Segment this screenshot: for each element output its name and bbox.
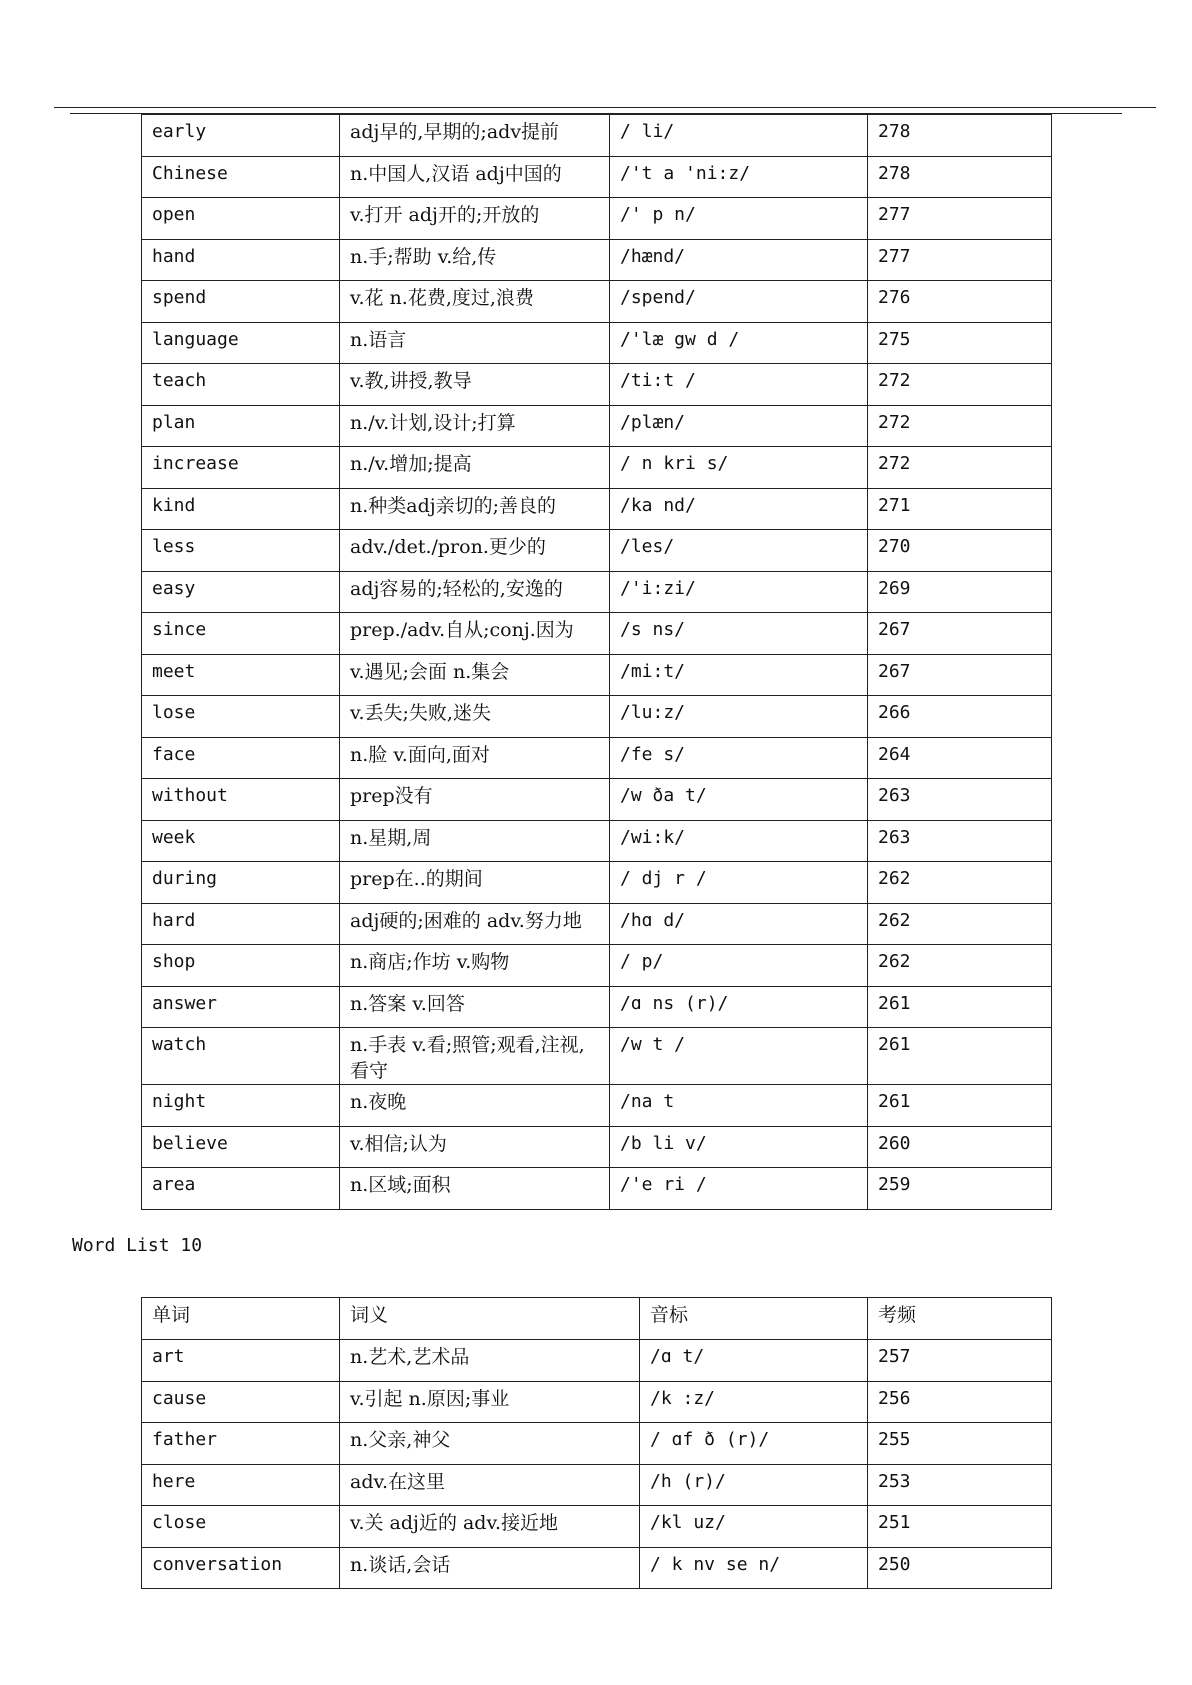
meaning-cell: n.手表 v.看;照管;观看,注视,看守 xyxy=(340,1028,610,1085)
table-row xyxy=(142,1506,1052,1548)
table-row xyxy=(142,281,1052,323)
header-frequency: 考频 xyxy=(868,1298,1052,1340)
table-row xyxy=(142,115,1052,157)
word-cell: shop xyxy=(142,945,340,987)
phonetic-cell: /w t / xyxy=(610,1028,868,1085)
table-row xyxy=(142,945,1052,987)
meaning-cell: n.夜晚 xyxy=(340,1085,610,1127)
meaning-cell: prep./adv.自从;conj.因为 xyxy=(340,613,610,655)
phonetic-cell: /b li v/ xyxy=(610,1126,868,1168)
phonetic-cell: / ɑf ð (r)/ xyxy=(640,1423,868,1465)
frequency-cell: 272 xyxy=(868,405,1052,447)
phonetic-cell: /hɑ d/ xyxy=(610,903,868,945)
frequency-cell: 277 xyxy=(868,239,1052,281)
phonetic-cell: /h (r)/ xyxy=(640,1464,868,1506)
word-cell: spend xyxy=(142,281,340,323)
table-row xyxy=(142,1085,1052,1127)
meaning-cell: n.商店;作坊 v.购物 xyxy=(340,945,610,987)
word-cell: kind xyxy=(142,488,340,530)
phonetic-cell: /lu:z/ xyxy=(610,696,868,738)
word-cell: since xyxy=(142,613,340,655)
frequency-cell: 276 xyxy=(868,281,1052,323)
word-cell: answer xyxy=(142,986,340,1028)
word-cell: early xyxy=(142,115,340,157)
phonetic-cell: /wi:k/ xyxy=(610,820,868,862)
frequency-cell: 251 xyxy=(868,1506,1052,1548)
frequency-cell: 264 xyxy=(868,737,1052,779)
table-row xyxy=(142,530,1052,572)
word-cell: increase xyxy=(142,447,340,489)
frequency-cell: 250 xyxy=(868,1547,1052,1589)
frequency-cell: 275 xyxy=(868,322,1052,364)
frequency-cell: 278 xyxy=(868,156,1052,198)
meaning-cell: v.打开 adj开的;开放的 xyxy=(340,198,610,240)
header-meaning: 词义 xyxy=(340,1298,640,1340)
word-cell: art xyxy=(142,1340,340,1382)
phonetic-cell: /kl uz/ xyxy=(640,1506,868,1548)
phonetic-cell: /'e ri / xyxy=(610,1168,868,1210)
table-header-row xyxy=(142,1298,1052,1340)
frequency-cell: 266 xyxy=(868,696,1052,738)
frequency-cell: 263 xyxy=(868,779,1052,821)
table-row xyxy=(142,1547,1052,1589)
meaning-cell: n.艺术,艺术品 xyxy=(340,1340,640,1382)
frequency-cell: 260 xyxy=(868,1126,1052,1168)
meaning-cell: n.谈话,会话 xyxy=(340,1547,640,1589)
word-cell: open xyxy=(142,198,340,240)
word-cell: here xyxy=(142,1464,340,1506)
frequency-cell: 269 xyxy=(868,571,1052,613)
meaning-cell: v.丢失;失败,迷失 xyxy=(340,696,610,738)
frequency-cell: 255 xyxy=(868,1423,1052,1465)
phonetic-cell: /ka nd/ xyxy=(610,488,868,530)
meaning-cell: v.遇见;会面 n.集会 xyxy=(340,654,610,696)
phonetic-cell: /fe s/ xyxy=(610,737,868,779)
table-row xyxy=(142,1126,1052,1168)
word-cell: believe xyxy=(142,1126,340,1168)
meaning-cell: v.教,讲授,教导 xyxy=(340,364,610,406)
meaning-cell: n.语言 xyxy=(340,322,610,364)
word-cell: week xyxy=(142,820,340,862)
header-word: 单词 xyxy=(142,1298,340,1340)
table-row xyxy=(142,405,1052,447)
frequency-cell: 261 xyxy=(868,1085,1052,1127)
table-row xyxy=(142,447,1052,489)
word-cell: lose xyxy=(142,696,340,738)
table-row xyxy=(142,156,1052,198)
meaning-cell: adj早的,早期的;adv提前 xyxy=(340,115,610,157)
table-row xyxy=(142,571,1052,613)
word-cell: father xyxy=(142,1423,340,1465)
frequency-cell: 262 xyxy=(868,862,1052,904)
word-cell: area xyxy=(142,1168,340,1210)
meaning-cell: v.引起 n.原因;事业 xyxy=(340,1381,640,1423)
meaning-cell: n.答案 v.回答 xyxy=(340,986,610,1028)
frequency-cell: 262 xyxy=(868,903,1052,945)
meaning-cell: n./v.增加;提高 xyxy=(340,447,610,489)
frequency-cell: 256 xyxy=(868,1381,1052,1423)
word-cell: night xyxy=(142,1085,340,1127)
phonetic-cell: /les/ xyxy=(610,530,868,572)
word-cell: close xyxy=(142,1506,340,1548)
table-row xyxy=(142,862,1052,904)
table-row xyxy=(142,986,1052,1028)
table-row xyxy=(142,1464,1052,1506)
meaning-cell: n.中国人,汉语 adj中国的 xyxy=(340,156,610,198)
phonetic-cell: / dj r / xyxy=(610,862,868,904)
word-cell: meet xyxy=(142,654,340,696)
word-cell: during xyxy=(142,862,340,904)
word-cell: face xyxy=(142,737,340,779)
phonetic-cell: /'t a 'ni:z/ xyxy=(610,156,868,198)
frequency-cell: 272 xyxy=(868,447,1052,489)
word-cell: conversation xyxy=(142,1547,340,1589)
frequency-cell: 272 xyxy=(868,364,1052,406)
table-row xyxy=(142,1423,1052,1465)
phonetic-cell: / n kri s/ xyxy=(610,447,868,489)
table-row xyxy=(142,1340,1052,1382)
table-row xyxy=(142,1028,1052,1085)
table-row xyxy=(142,1381,1052,1423)
word-cell: teach xyxy=(142,364,340,406)
word-list-heading: Word List 10 xyxy=(72,1235,203,1256)
meaning-cell: n./v.计划,设计;打算 xyxy=(340,405,610,447)
meaning-cell: n.星期,周 xyxy=(340,820,610,862)
phonetic-cell: /' p n/ xyxy=(610,198,868,240)
word-cell: Chinese xyxy=(142,156,340,198)
phonetic-cell: /'i:zi/ xyxy=(610,571,868,613)
table-row xyxy=(142,613,1052,655)
phonetic-cell: /ɑ ns (r)/ xyxy=(610,986,868,1028)
meaning-cell: adv.在这里 xyxy=(340,1464,640,1506)
frequency-cell: 257 xyxy=(868,1340,1052,1382)
frequency-cell: 263 xyxy=(868,820,1052,862)
frequency-cell: 270 xyxy=(868,530,1052,572)
phonetic-cell: /spend/ xyxy=(610,281,868,323)
meaning-cell: adv./det./pron.更少的 xyxy=(340,530,610,572)
vocab-table-1 xyxy=(141,114,1052,1210)
table-row xyxy=(142,903,1052,945)
phonetic-cell: /w ða t/ xyxy=(610,779,868,821)
word-cell: language xyxy=(142,322,340,364)
word-cell: less xyxy=(142,530,340,572)
meaning-cell: n.父亲,神父 xyxy=(340,1423,640,1465)
phonetic-cell: / k nv se n/ xyxy=(640,1547,868,1589)
frequency-cell: 278 xyxy=(868,115,1052,157)
word-cell: easy xyxy=(142,571,340,613)
phonetic-cell: /plæn/ xyxy=(610,405,868,447)
frequency-cell: 262 xyxy=(868,945,1052,987)
frequency-cell: 261 xyxy=(868,1028,1052,1085)
phonetic-cell: / li/ xyxy=(610,115,868,157)
word-cell: hand xyxy=(142,239,340,281)
table-row xyxy=(142,696,1052,738)
table-row xyxy=(142,820,1052,862)
frequency-cell: 261 xyxy=(868,986,1052,1028)
word-cell: cause xyxy=(142,1381,340,1423)
vocab-table-2 xyxy=(141,1297,1052,1589)
meaning-cell: n.种类adj亲切的;善良的 xyxy=(340,488,610,530)
phonetic-cell: /s ns/ xyxy=(610,613,868,655)
frequency-cell: 277 xyxy=(868,198,1052,240)
frequency-cell: 271 xyxy=(868,488,1052,530)
header-phonetic: 音标 xyxy=(640,1298,868,1340)
frequency-cell: 259 xyxy=(868,1168,1052,1210)
meaning-cell: prep在..的期间 xyxy=(340,862,610,904)
table-row xyxy=(142,779,1052,821)
word-cell: watch xyxy=(142,1028,340,1085)
word-cell: plan xyxy=(142,405,340,447)
phonetic-cell: /k :z/ xyxy=(640,1381,868,1423)
meaning-cell: v.花 n.花费,度过,浪费 xyxy=(340,281,610,323)
phonetic-cell: /ti:t / xyxy=(610,364,868,406)
word-cell: hard xyxy=(142,903,340,945)
table-row xyxy=(142,737,1052,779)
meaning-cell: n.手;帮助 v.给,传 xyxy=(340,239,610,281)
frequency-cell: 267 xyxy=(868,654,1052,696)
meaning-cell: adj容易的;轻松的,安逸的 xyxy=(340,571,610,613)
table-row xyxy=(142,239,1052,281)
meaning-cell: prep没有 xyxy=(340,779,610,821)
meaning-cell: adj硬的;困难的 adv.努力地 xyxy=(340,903,610,945)
table-row xyxy=(142,198,1052,240)
meaning-cell: n.脸 v.面向,面对 xyxy=(340,737,610,779)
table-row xyxy=(142,364,1052,406)
header-rule xyxy=(54,107,1156,108)
table-row xyxy=(142,654,1052,696)
table-row xyxy=(142,322,1052,364)
frequency-cell: 267 xyxy=(868,613,1052,655)
meaning-cell: v.关 adj近的 adv.接近地 xyxy=(340,1506,640,1548)
phonetic-cell: / p/ xyxy=(610,945,868,987)
table-row xyxy=(142,488,1052,530)
phonetic-cell: /na t xyxy=(610,1085,868,1127)
phonetic-cell: /hænd/ xyxy=(610,239,868,281)
meaning-cell: v.相信;认为 xyxy=(340,1126,610,1168)
phonetic-cell: /'læ gw d / xyxy=(610,322,868,364)
word-cell: without xyxy=(142,779,340,821)
frequency-cell: 253 xyxy=(868,1464,1052,1506)
meaning-cell: n.区域;面积 xyxy=(340,1168,610,1210)
phonetic-cell: /mi:t/ xyxy=(610,654,868,696)
phonetic-cell: /ɑ t/ xyxy=(640,1340,868,1382)
table-row xyxy=(142,1168,1052,1210)
